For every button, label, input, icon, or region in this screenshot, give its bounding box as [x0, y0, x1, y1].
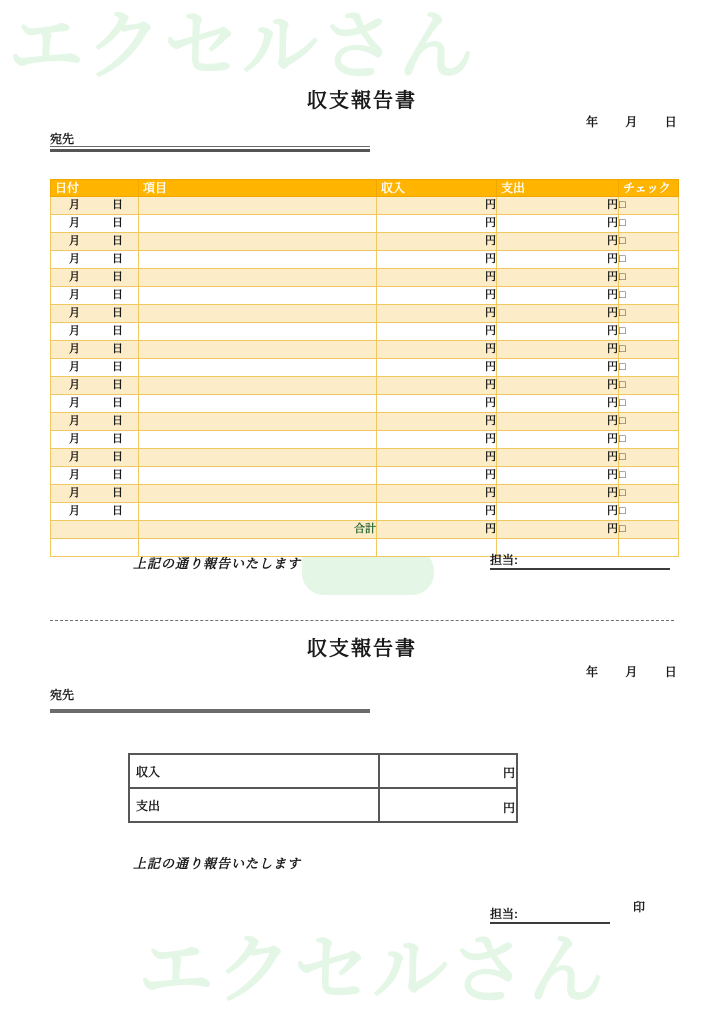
table-row[interactable]	[51, 449, 679, 467]
day-unit: 日	[112, 307, 123, 319]
day-unit: 日	[112, 397, 123, 409]
month-unit: 月	[69, 433, 80, 445]
month-unit: 月	[69, 343, 80, 355]
cell-income[interactable]: 円	[377, 359, 497, 377]
column-header-check: チェック	[619, 180, 679, 197]
table-row[interactable]	[51, 485, 679, 503]
date-line-top	[586, 113, 678, 130]
cell-check[interactable]: □	[619, 197, 679, 215]
month-unit: 月	[69, 361, 80, 373]
cell-income[interactable]: 円	[377, 377, 497, 395]
table-row[interactable]	[51, 341, 679, 359]
summary-unit-income: 円	[503, 766, 516, 780]
summary-value-0[interactable]	[379, 754, 517, 788]
cell-expense[interactable]: 円	[497, 377, 619, 395]
month-unit: 月	[69, 505, 80, 517]
cell-check[interactable]: □	[619, 305, 679, 323]
cell-item[interactable]	[139, 449, 377, 467]
cell-item[interactable]	[139, 305, 377, 323]
cell-check[interactable]: □	[619, 503, 679, 521]
cell-date[interactable]	[51, 269, 139, 287]
cell-check[interactable]: □	[619, 485, 679, 503]
cell-item[interactable]	[139, 287, 377, 305]
month-label-top: 月	[625, 115, 639, 129]
month-unit: 月	[69, 397, 80, 409]
cell-income[interactable]: 円	[377, 503, 497, 521]
cell-check[interactable]: □	[619, 449, 679, 467]
table-row[interactable]	[51, 377, 679, 395]
cell-blank-income[interactable]	[377, 539, 497, 557]
cell-item[interactable]	[139, 233, 377, 251]
cell-income[interactable]: 円	[377, 467, 497, 485]
ledger-table	[50, 179, 679, 557]
cell-date[interactable]	[51, 287, 139, 305]
month-unit: 月	[69, 217, 80, 229]
column-header-expense: 支出	[497, 180, 619, 197]
table-row[interactable]	[51, 215, 679, 233]
cell-date[interactable]	[51, 359, 139, 377]
cell-expense[interactable]: 円	[497, 431, 619, 449]
cell-income[interactable]: 円	[377, 431, 497, 449]
cell-item[interactable]	[139, 323, 377, 341]
cell-income[interactable]: 円	[377, 449, 497, 467]
cell-check[interactable]: □	[619, 233, 679, 251]
month-unit: 月	[69, 379, 80, 391]
cell-expense[interactable]: 円	[497, 503, 619, 521]
table-total-row[interactable]	[51, 521, 679, 539]
summary-unit-expense: 円	[503, 801, 516, 815]
cell-expense[interactable]: 円	[497, 287, 619, 305]
watermark-bottom: エクセルさん	[138, 925, 606, 1014]
table-row[interactable]	[51, 269, 679, 287]
year-label-bottom: 年	[586, 665, 600, 679]
addressee-rule-top[interactable]	[50, 146, 370, 152]
cell-date[interactable]	[51, 413, 139, 431]
cell-date[interactable]	[51, 431, 139, 449]
table-row[interactable]	[51, 233, 679, 251]
cell-check[interactable]: □	[619, 287, 679, 305]
table-row[interactable]	[51, 287, 679, 305]
cell-expense[interactable]: 円	[497, 269, 619, 287]
cell-item[interactable]	[139, 341, 377, 359]
cell-expense[interactable]: 円	[497, 467, 619, 485]
cell-income[interactable]: 円	[377, 341, 497, 359]
statement-top: 上記の通り報告いたします	[133, 557, 302, 572]
month-unit: 月	[69, 253, 80, 265]
month-unit: 月	[69, 235, 80, 247]
signature-label-top[interactable]: 担当:	[490, 551, 670, 570]
cell-income[interactable]: 円	[377, 233, 497, 251]
cell-check[interactable]: □	[619, 359, 679, 377]
cell-expense[interactable]: 円	[497, 485, 619, 503]
ledger-header-row	[51, 180, 679, 197]
cell-check[interactable]: □	[619, 377, 679, 395]
cell-expense[interactable]: 円	[497, 341, 619, 359]
day-unit: 日	[112, 343, 123, 355]
cell-blank-date[interactable]	[51, 539, 139, 557]
cell-check[interactable]: □	[619, 467, 679, 485]
month-unit: 月	[69, 307, 80, 319]
table-row[interactable]	[51, 305, 679, 323]
cell-item[interactable]	[139, 503, 377, 521]
cell-income[interactable]: 円	[377, 323, 497, 341]
cell-date[interactable]	[51, 251, 139, 269]
summary-row[interactable]	[129, 788, 517, 822]
month-label-bottom: 月	[625, 665, 639, 679]
day-unit: 日	[112, 451, 123, 463]
cell-date[interactable]	[51, 503, 139, 521]
cell-item[interactable]	[139, 215, 377, 233]
cell-item[interactable]	[139, 395, 377, 413]
cell-check[interactable]: □	[619, 341, 679, 359]
month-unit: 月	[69, 325, 80, 337]
day-unit: 日	[112, 469, 123, 481]
cell-check[interactable]: □	[619, 395, 679, 413]
cell-item[interactable]	[139, 413, 377, 431]
cell-income[interactable]: 円	[377, 269, 497, 287]
cell-date[interactable]	[51, 341, 139, 359]
cell-date[interactable]	[51, 323, 139, 341]
summary-row[interactable]	[129, 754, 517, 788]
cell-expense[interactable]: 円	[497, 449, 619, 467]
page-title-top: 収支報告書	[307, 88, 417, 112]
cell-item[interactable]	[139, 359, 377, 377]
cell-check[interactable]: □	[619, 269, 679, 287]
month-unit: 月	[69, 487, 80, 499]
cell-date[interactable]	[51, 197, 139, 215]
cell-date-total	[51, 521, 139, 539]
signature-block-top	[490, 551, 670, 570]
cell-check[interactable]: □	[619, 215, 679, 233]
cell-date[interactable]	[51, 305, 139, 323]
cell-item[interactable]	[139, 251, 377, 269]
cell-item[interactable]	[139, 197, 377, 215]
cell-expense[interactable]: 円	[497, 395, 619, 413]
day-unit: 日	[112, 199, 123, 211]
day-unit: 日	[112, 415, 123, 427]
day-unit: 日	[112, 217, 123, 229]
cell-item[interactable]	[139, 431, 377, 449]
day-unit: 日	[112, 379, 123, 391]
day-unit: 日	[112, 289, 123, 301]
cell-item[interactable]	[139, 485, 377, 503]
cell-check-total[interactable]: □	[619, 521, 679, 539]
month-unit: 月	[69, 451, 80, 463]
cell-date[interactable]	[51, 377, 139, 395]
day-unit: 日	[112, 487, 123, 499]
cell-date[interactable]	[51, 233, 139, 251]
day-unit: 日	[112, 433, 123, 445]
date-line-bottom	[586, 663, 678, 680]
watermark-top: エクセルさん	[8, 1, 476, 90]
total-label: 合計	[139, 521, 377, 539]
column-header-income: 収入	[377, 180, 497, 197]
cell-expense[interactable]: 円	[497, 323, 619, 341]
signature-label-bottom[interactable]: 担当:	[490, 905, 610, 924]
addressee-label-top: 宛先	[50, 132, 75, 146]
table-row[interactable]	[51, 503, 679, 521]
table-row[interactable]	[51, 413, 679, 431]
page-title-bottom: 収支報告書	[307, 636, 417, 660]
statement-bottom: 上記の通り報告いたします	[133, 857, 302, 872]
day-label-top: 日	[664, 115, 678, 129]
table-row[interactable]	[51, 431, 679, 449]
table-row[interactable]	[51, 197, 679, 215]
cell-expense[interactable]: 円	[497, 305, 619, 323]
table-row[interactable]	[51, 251, 679, 269]
cell-income[interactable]: 円	[377, 305, 497, 323]
cell-item[interactable]	[139, 269, 377, 287]
cell-expense-total[interactable]: 円	[497, 521, 619, 539]
cell-income-total[interactable]: 円	[377, 521, 497, 539]
cell-date[interactable]	[51, 215, 139, 233]
cell-income[interactable]: 円	[377, 395, 497, 413]
form-separator	[50, 620, 674, 621]
cell-check[interactable]: □	[619, 251, 679, 269]
summary-table	[128, 753, 518, 823]
month-unit: 月	[69, 271, 80, 283]
cell-income[interactable]: 円	[377, 197, 497, 215]
seal-label: 印	[633, 900, 646, 914]
cell-income[interactable]: 円	[377, 215, 497, 233]
cell-expense[interactable]: 円	[497, 359, 619, 377]
cell-income[interactable]: 円	[377, 485, 497, 503]
table-row[interactable]	[51, 323, 679, 341]
column-header-item: 項目	[139, 180, 377, 197]
day-unit: 日	[112, 361, 123, 373]
cell-income[interactable]: 円	[377, 251, 497, 269]
day-unit: 日	[112, 235, 123, 247]
summary-body	[129, 754, 517, 822]
cell-item[interactable]	[139, 377, 377, 395]
day-unit: 日	[112, 253, 123, 265]
column-header-date: 日付	[51, 180, 139, 197]
cell-expense[interactable]: 円	[497, 413, 619, 431]
table-row[interactable]	[51, 395, 679, 413]
ledger-body	[51, 197, 679, 557]
cell-check[interactable]: □	[619, 431, 679, 449]
day-unit: 日	[112, 325, 123, 337]
month-unit: 月	[69, 289, 80, 301]
signature-block-bottom	[490, 905, 610, 924]
addressee-label-bottom: 宛先	[50, 688, 75, 702]
table-row[interactable]	[51, 467, 679, 485]
cell-income[interactable]: 円	[377, 287, 497, 305]
cell-expense[interactable]: 円	[497, 233, 619, 251]
cell-date[interactable]	[51, 449, 139, 467]
month-unit: 月	[69, 469, 80, 481]
cell-date[interactable]	[51, 485, 139, 503]
cell-date[interactable]	[51, 395, 139, 413]
cell-income[interactable]: 円	[377, 413, 497, 431]
year-label-top: 年	[586, 115, 600, 129]
month-unit: 月	[69, 199, 80, 211]
summary-label-0: 収入	[129, 754, 379, 788]
day-label-bottom: 日	[664, 665, 678, 679]
cell-item[interactable]	[139, 467, 377, 485]
cell-expense[interactable]: 円	[497, 197, 619, 215]
cell-expense[interactable]: 円	[497, 251, 619, 269]
addressee-rule-bottom[interactable]	[50, 709, 370, 713]
cell-expense[interactable]: 円	[497, 215, 619, 233]
summary-value-1[interactable]	[379, 788, 517, 822]
day-unit: 日	[112, 271, 123, 283]
cell-check[interactable]: □	[619, 323, 679, 341]
summary-label-1: 支出	[129, 788, 379, 822]
cell-check[interactable]: □	[619, 413, 679, 431]
day-unit: 日	[112, 505, 123, 517]
month-unit: 月	[69, 415, 80, 427]
cell-date[interactable]	[51, 467, 139, 485]
table-row[interactable]	[51, 359, 679, 377]
